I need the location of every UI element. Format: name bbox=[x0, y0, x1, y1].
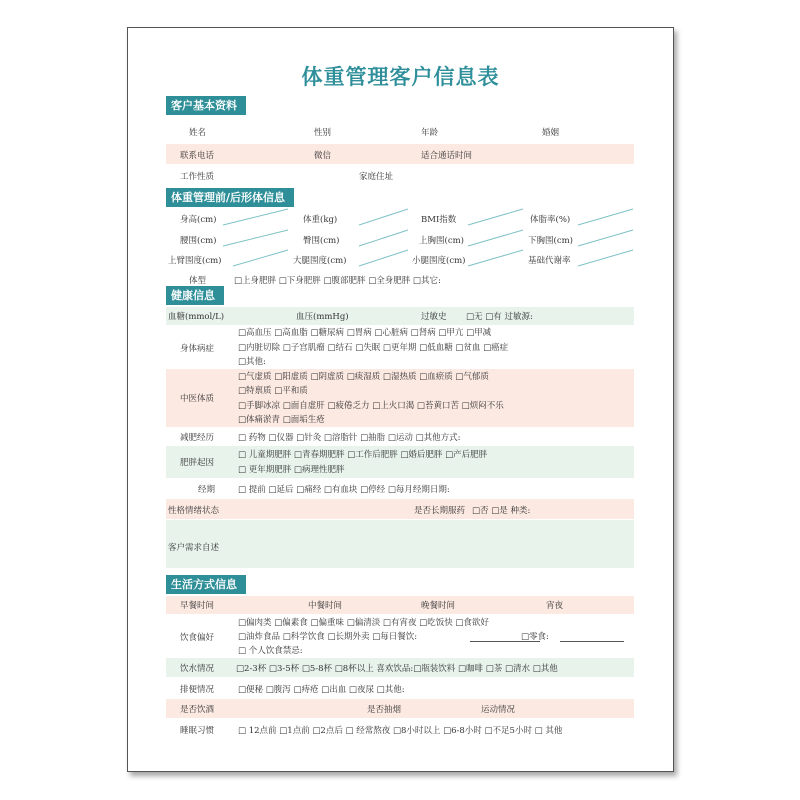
sugar-label: 血糖(mmol/L) bbox=[168, 312, 225, 322]
wechat-label: 微信 bbox=[314, 151, 332, 161]
shape-options[interactable]: □上身肥胖 □下身肥胖 □腹部肥胖 □全身肥胖 □其它: bbox=[234, 276, 441, 286]
cause-label: 肥胖起因 bbox=[180, 458, 215, 468]
height-slash-icon bbox=[223, 209, 288, 225]
section-health-header: 健康信息 bbox=[166, 286, 224, 305]
health-row-cause bbox=[166, 446, 634, 478]
allergy-label: 过敏史 bbox=[421, 312, 447, 322]
smoke-label: 是否抽烟 bbox=[367, 705, 402, 715]
chest-label: 上胸围(cm) bbox=[419, 236, 464, 246]
hip-slash-icon bbox=[359, 230, 408, 246]
waist-label: 腰围(cm) bbox=[180, 236, 217, 246]
life-row-sleep bbox=[166, 719, 634, 739]
disease-options-3[interactable]: □其他: bbox=[238, 357, 266, 367]
gender-label: 性别 bbox=[314, 128, 332, 138]
history-options[interactable]: □ 药物 □仪器 □针灸 □溶脂针 □抽脂 □运动 □其他方式: bbox=[238, 433, 461, 443]
diet-options-3[interactable]: □ 个人饮食禁忌: bbox=[238, 646, 303, 656]
form-title: 体重管理客户信息表 bbox=[301, 64, 500, 89]
body-row-4 bbox=[166, 269, 634, 289]
life-row-water bbox=[166, 658, 634, 677]
excrete-label: 排便情况 bbox=[180, 685, 215, 695]
tcm-options-3[interactable]: □手脚冰凉 □面自虚肝 □疲倦乏力 □上火口渴 □苔黄口苦 □烦闷不乐 bbox=[238, 401, 504, 411]
tcm-options-4[interactable]: □体痛淤青 □面垢生疮 bbox=[238, 415, 325, 425]
bmi-label: BMI指数 bbox=[421, 215, 457, 225]
waist-slash-icon bbox=[223, 230, 288, 246]
measure-slash-lines bbox=[128, 28, 675, 288]
underchest-label: 下胸围(cm) bbox=[528, 236, 573, 246]
age-label: 年龄 bbox=[421, 128, 439, 138]
lunch-label: 中餐时间 bbox=[308, 601, 343, 611]
arm-slash-icon bbox=[233, 250, 288, 266]
demand-label: 客户需求自述 bbox=[168, 543, 220, 553]
dinner-label: 晚餐时间 bbox=[421, 601, 456, 611]
health-row-demand bbox=[166, 520, 634, 568]
cause-options-1[interactable]: □ 儿童期肥胖 □青春期肥胖 □工作后肥胖 □婚后肥胖 □产后肥胖 bbox=[238, 450, 488, 460]
allergy-options[interactable]: □无 □有 过敏源: bbox=[466, 312, 533, 322]
diet-options-2a[interactable]: □油炸食品 □科学饮食 □长期外卖 □每日餐饮: bbox=[238, 632, 418, 642]
underchest-slash-icon bbox=[578, 230, 633, 246]
health-row-disease bbox=[166, 325, 634, 368]
name-label: 姓名 bbox=[189, 128, 207, 138]
cause-options-2[interactable]: □ 更年期肥胖 □病理性肥胖 bbox=[238, 465, 345, 475]
disease-options-2[interactable]: □内脏切除 □子宫肌瘤 □结石 □失眠 □更年期 □低血糖 □贫血 □癌症 bbox=[238, 343, 509, 353]
sport-label: 运动情况 bbox=[481, 705, 516, 715]
snack-label: 宵夜 bbox=[546, 601, 564, 611]
health-row-mood bbox=[166, 499, 634, 519]
health-row-period bbox=[166, 478, 634, 498]
marriage-label: 婚姻 bbox=[542, 128, 560, 138]
pressure-label: 血压(mmHg) bbox=[296, 312, 349, 322]
mood-label: 性格情绪状态 bbox=[168, 506, 220, 516]
period-label: 经期 bbox=[198, 485, 216, 495]
weight-label: 体重(kg) bbox=[303, 215, 338, 225]
bmi-slash-icon bbox=[468, 209, 523, 225]
diet-label: 饮食偏好 bbox=[180, 633, 215, 643]
sleep-options[interactable]: □ 12点前 □1点前 □2点后 □ 经常熬夜 □8小时以上 □6-8小时 □不足5小时 □ 其他 bbox=[238, 726, 563, 736]
medicine-label: 是否长期服药 bbox=[414, 506, 466, 516]
history-label: 减肥经历 bbox=[180, 433, 215, 443]
diet-options-2b[interactable]: □零食: bbox=[521, 632, 549, 642]
hip-label: 臀围(cm) bbox=[303, 236, 340, 246]
life-row-drink bbox=[166, 699, 634, 718]
calf-label: 小腿围度(cm) bbox=[412, 256, 466, 266]
address-label: 家庭住址 bbox=[359, 172, 394, 182]
fat-label: 体脂率(%) bbox=[530, 215, 571, 225]
fat-slash-icon bbox=[578, 209, 633, 225]
health-row-tcm bbox=[166, 369, 634, 427]
diet-options-1[interactable]: □偏肉类 □偏素食 □偏重味 □偏清淡 □有宵夜 □吃饭快 □食欲好 bbox=[238, 618, 489, 628]
bmr-slash-icon bbox=[578, 250, 633, 266]
job-label: 工作性质 bbox=[180, 172, 215, 182]
tcm-options-2[interactable]: □特禀质 □平和质 bbox=[238, 386, 308, 396]
weight-slash-icon bbox=[359, 209, 408, 225]
section-body-header: 体重管理前/后形体信息 bbox=[166, 188, 294, 207]
form-sheet bbox=[127, 27, 674, 772]
arm-label: 上臂围度(cm) bbox=[168, 256, 222, 266]
height-label: 身高(cm) bbox=[180, 215, 217, 225]
health-row-sugar bbox=[166, 307, 634, 325]
water-options[interactable]: □2-3杯 □3-5杯 □5-8杯 □8杯以上 喜欢饮品:□瓶装饮料 □咖啡 □茶 □清水 □其他 bbox=[236, 664, 558, 674]
snack-underline bbox=[560, 641, 624, 642]
chest-slash-icon bbox=[468, 230, 523, 246]
phone-label: 联系电话 bbox=[180, 151, 215, 161]
disease-label: 身体病症 bbox=[180, 344, 215, 354]
life-row-excrete bbox=[166, 679, 634, 698]
call-time-label: 适合通话时间 bbox=[421, 151, 473, 161]
health-row-history bbox=[166, 428, 634, 446]
section-basic-header: 客户基本资料 bbox=[166, 96, 246, 115]
sleep-label: 睡眠习惯 bbox=[180, 726, 215, 736]
shape-label: 体型 bbox=[189, 276, 207, 286]
thigh-label: 大腿围度(cm) bbox=[293, 256, 347, 266]
excrete-options[interactable]: □便秘 □腹泻 □痔疮 □出血 □夜尿 □其他: bbox=[238, 685, 405, 695]
calf-slash-icon bbox=[468, 250, 523, 266]
disease-options-1[interactable]: □高血压 □高血脂 □糖尿病 □胃病 □心脏病 □肾病 □甲亢 □甲减 bbox=[238, 328, 492, 338]
thigh-slash-icon bbox=[359, 250, 408, 266]
period-options[interactable]: □ 提前 □延后 □痛经 □有血块 □停经 □每月经期日期: bbox=[238, 485, 450, 495]
breakfast-label: 早餐时间 bbox=[180, 601, 215, 611]
tcm-options-1[interactable]: □气虚质 □阳虚质 □阴虚质 □痰湿质 □湿热质 □血瘀质 □气郁质 bbox=[238, 372, 489, 382]
life-row-diet bbox=[166, 615, 634, 657]
section-life-header: 生活方式信息 bbox=[166, 575, 246, 594]
life-row-meals bbox=[166, 596, 634, 614]
bmr-label: 基础代谢率 bbox=[528, 256, 571, 266]
water-label: 饮水情况 bbox=[180, 664, 215, 674]
tcm-label: 中医体质 bbox=[180, 394, 215, 404]
drink-label: 是否饮酒 bbox=[180, 705, 215, 715]
medicine-options[interactable]: □否 □是 种类: bbox=[472, 506, 531, 516]
